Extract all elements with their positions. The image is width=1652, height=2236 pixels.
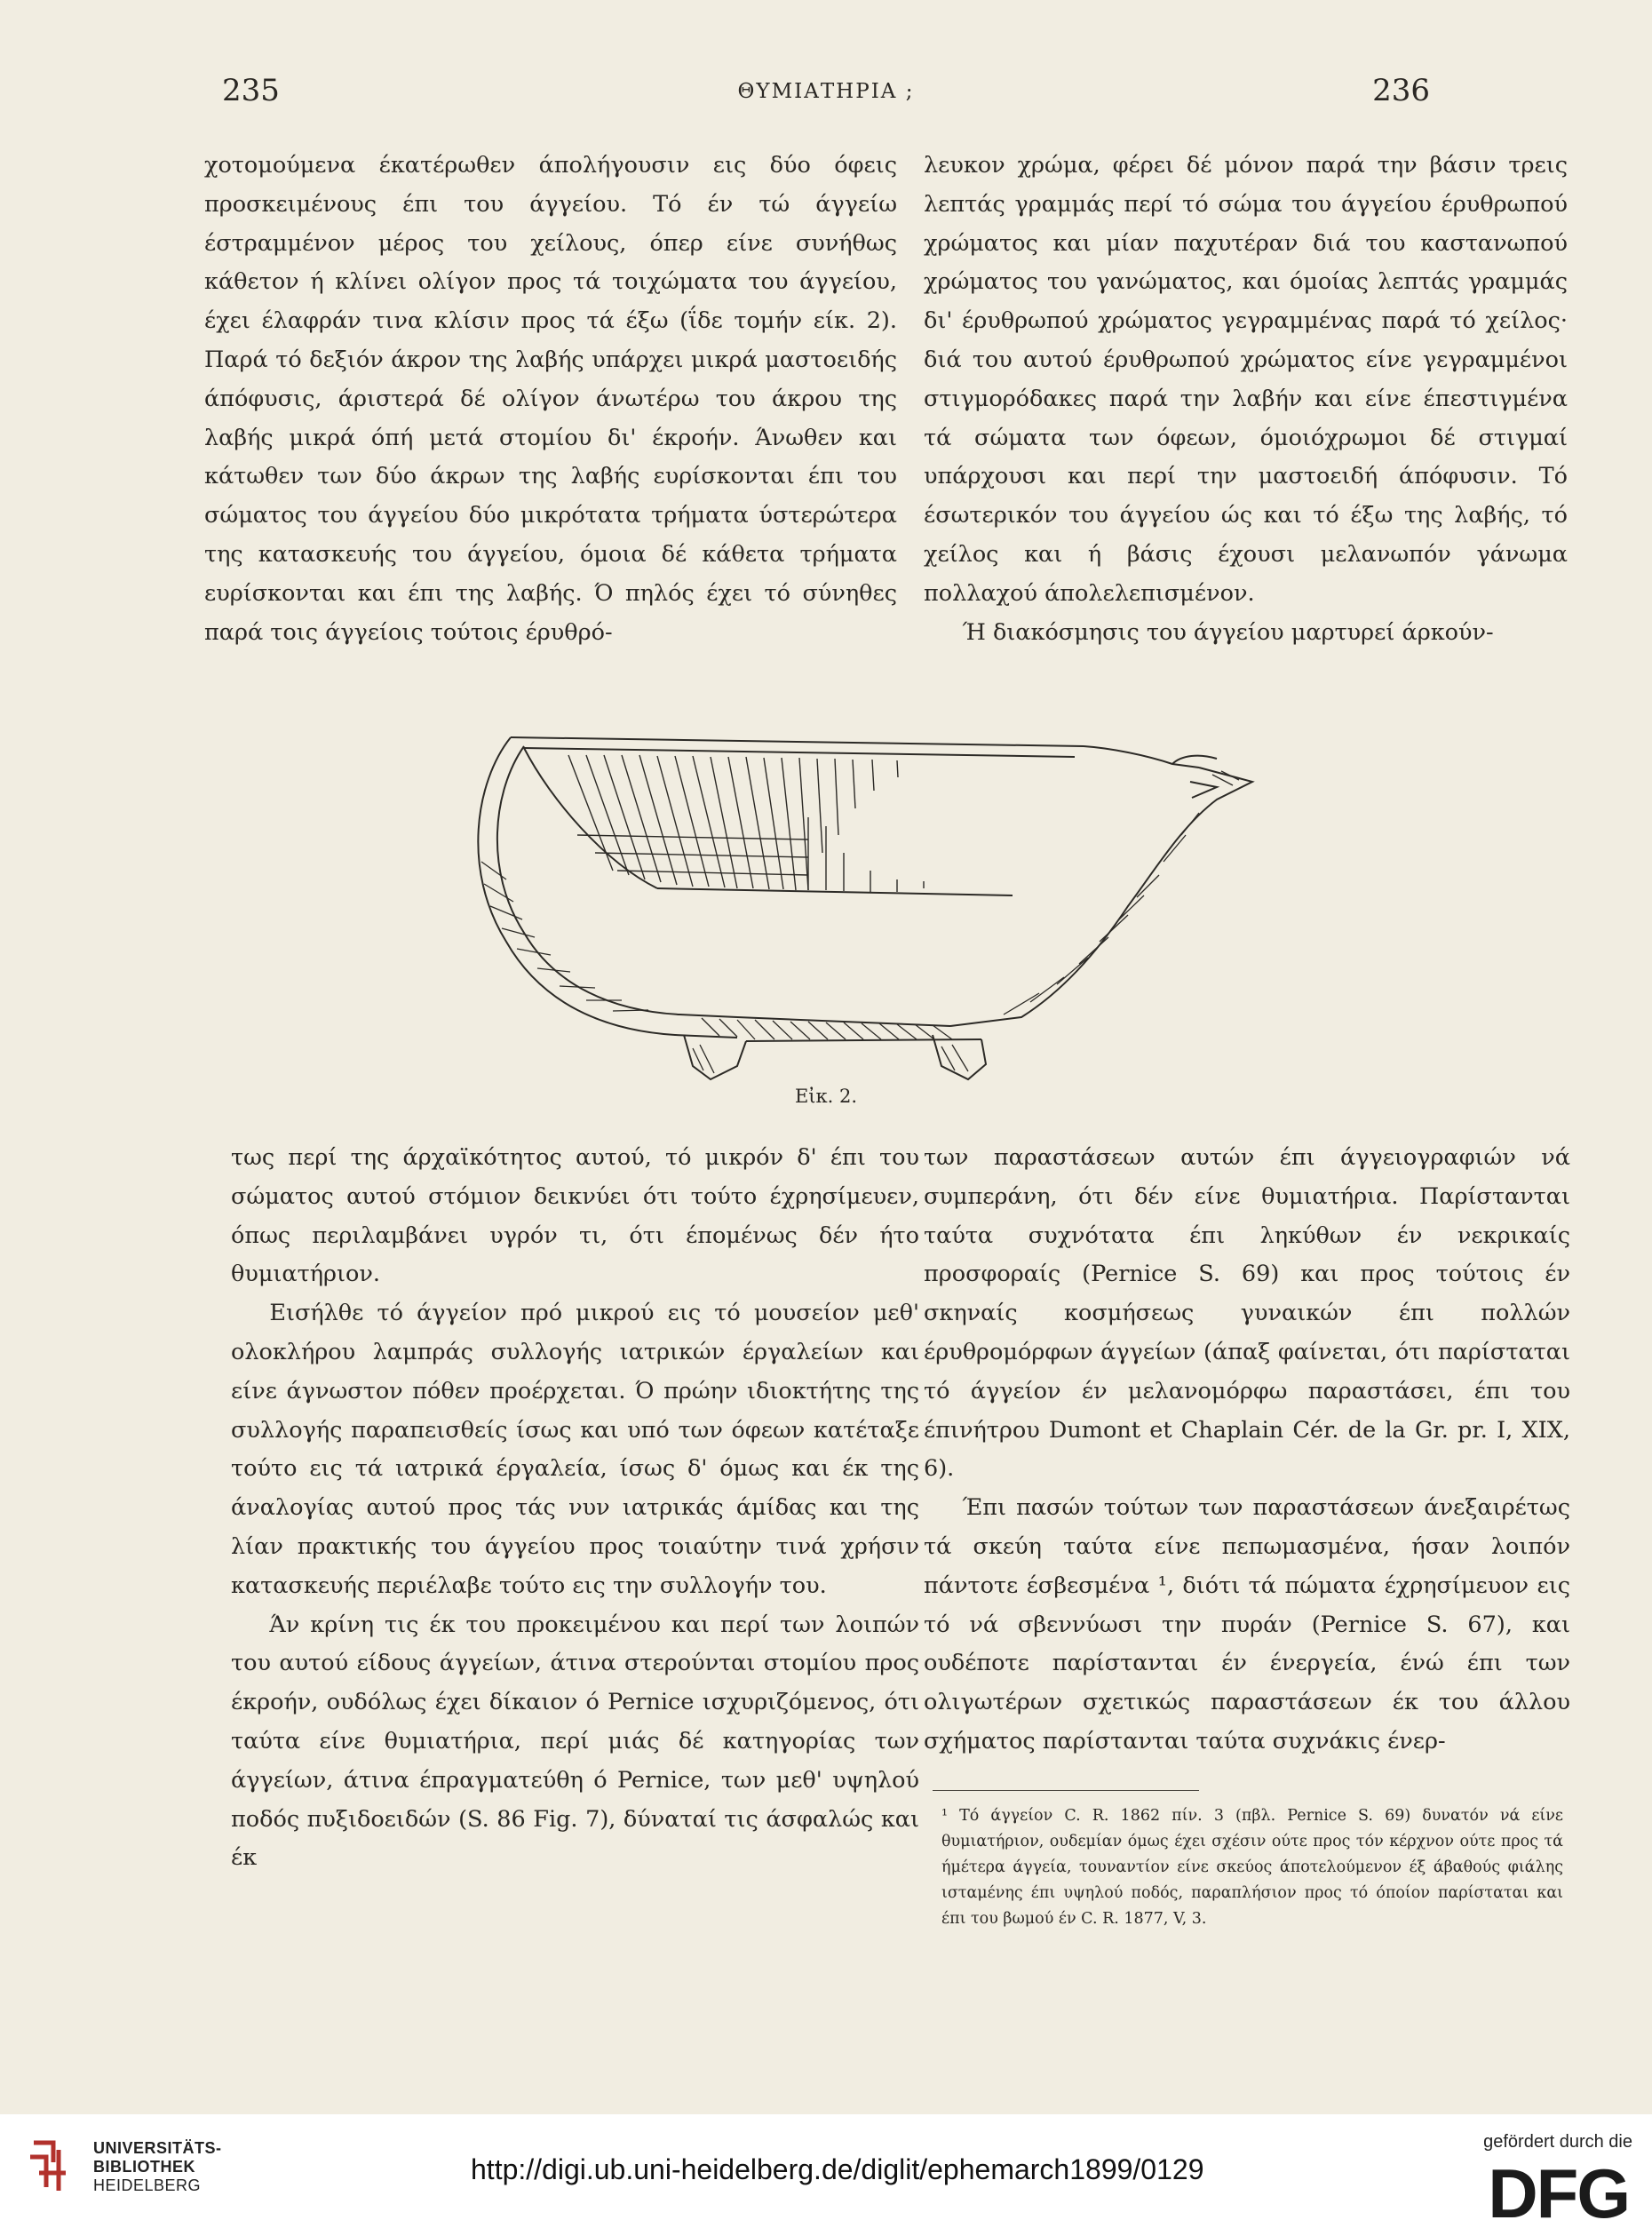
footnote-rule [933, 1790, 1199, 1791]
footnote: ¹ Τό άγγείον C. R. 1862 πίν. 3 (πβλ. Pernice S. 69) δυνατόν νά είνε θυμιατήριον, ουδεμίαν όμως έχει σχέσιν ούτε προς τόν κέρχνον ούτε προς τά ήμέτερα άγγεία, τουναντίον είνε σκεύος άποτελούμενον έξ άβαθούς φιάλης ισταμένης έπι υψηλού ποδός, παραπλήσιον προς τό όποίον παρίσταται και έπι του βωμού έν C. R. 1877, V, 3. [941, 1807, 1563, 1928]
page-number-left: 235 [222, 73, 280, 108]
paragraph: των παραστάσεων αυτών έπι άγγειογραφιών νά συμπεράνη, ότι δέν είνε θυμιατήρια. Παρίστανται ταύτα συχνότατα έπι ληκύθων έν νεκρικαίς προσφοραίς (Pernice S. 69) και προς τούτοις έν σκηναίς κοσμήσεως γυναικών έπι πολλών έρυθρομόρφων άγγείων (άπαξ φαίνεται, ότι παρίσταται τό άγγείον έν μελανομόρφω παραστάσει, έπι του έπινήτρου Dumont et Chaplain Cér. de la Gr. pr. I, XIX, 6). [924, 1144, 1570, 1483]
paragraph: Άν κρίνη τις έκ του προκειμένου και περί των λοιπών του αυτού είδους άγγείων, άτινα στερούνται στομίου προς έκροήν, ουδόλως έχει δίκαιον ό Pernice ισχυριζόμενος, ότι ταύτα είνε θυμιατήρια, περί μιάς δέ κατηγορίας των άγγείων, άτινα έπραγματεύθη ό Pernice, των μεθ' υψηλού ποδός πυξιδοειδών (S. 86 Fig. 7), δύναταί τις άσφαλώς και έκ [231, 1611, 919, 1872]
page-header [222, 73, 1430, 117]
column-top-right [924, 147, 1568, 652]
vessel-drawing [471, 728, 1359, 1093]
column-bottom-right [924, 1139, 1570, 1762]
running-title: ΘΥΜΙΑΤΗΡΙΑ ; [737, 80, 915, 103]
digitization-footer [0, 2114, 1652, 2236]
vessel-illustration [471, 728, 1359, 1093]
funded-by-label: gefördert durch die [1483, 2132, 1632, 2152]
university-library-logo-icon [27, 2134, 83, 2200]
library-line: BIBLIOTHEK [93, 2158, 195, 2176]
paragraph: χοτομούμενα έκατέρωθεν άπολήγουσιν εις δύο όφεις προσκειμένους έπι του άγγείου. Τό έν τώ άγγείω έστραμμένον μέρος του χείλους, όπερ είνε συνήθως κάθετον ή κλίνει ολίγον προς τά τοιχώματα του άγγείου, έχει έλαφράν τινα κλίσιν προς τά έξω (ΐδε τομήν είκ. 2). Παρά τό δεξιόν άκρον της λαβής υπάρχει μικρά μαστοειδής άπόφυσις, άριστερά δέ ολίγον άνωτέρω του άκρου της λαβής μικρά όπή μετά στομίου δι' έκροήν. Άνωθεν και κάτωθεν των δύο άκρων της λαβής ευρίσκονται έπι του σώματος του άγγείου δύο μικρότατα τρήματα ύστερώτερα της κατασκευής του άγγείου, όμοια δέ κάθετα τρήματα ευρίσκονται και έπι της λαβής. Ό πηλός έχει τό σύνηθες παρά τοις άγγείοις τούτοις έρυθρό- [204, 152, 897, 646]
paragraph: Ή διακόσμησις του άγγείου μαρτυρεί άρκούν- [962, 618, 1494, 646]
paragraph: τως περί της άρχαϊκότητος αυτού, τό μικρόν δ' έπι του σώματος αυτού στόμιον δεικνύει ότι τούτο έχρησίμευεν, όπως περιλαμβάνει υγρόν τι, ότι έπομένως δέν ήτο θυμιατήριον. [231, 1144, 919, 1288]
column-bottom-left [231, 1139, 919, 1878]
university-library-name [93, 2139, 222, 2195]
paragraph: λευκον χρώμα, φέρει δέ μόνον παρά την βάσιν τρεις λεπτάς γραμμάς περί τό σώμα του άγγείου έρυθρωπού χρώματος και μίαν παχυτέραν διά του καστανωπού χρώματος του γανώματος, και όμοίας λεπτάς γραμμάς δι' έρυθρωπού χρώματος γεγραμμένας παρά τό χείλος· διά του αυτού έρυθρωπού χρώματος είνε γεγραμμένοι στιγμορόδακες παρά την λαβήν και είνε έπεστιγμένα τά σώματα των όφεων, όμοιόχρωμοι δέ στιγμαί υπάρχουσι και περί την μαστοειδή άπόφυσιν. Τό έσωτερικόν του άγγείου ώς και τό έξω της λαβής, τό χείλος και ή βάσις έχουσι μελανωπόν γάνωμα πολλαχού άπολελεπισμένον. [924, 152, 1568, 607]
figure-caption: Εἰκ. 2. [794, 1086, 858, 1107]
library-line: UNIVERSITÄTS- [93, 2139, 222, 2157]
page-number-right: 236 [1372, 73, 1430, 108]
library-line: HEIDELBERG [93, 2176, 202, 2194]
paragraph: Εισήλθε τό άγγείον πρό μικρού εις τό μουσείον μεθ' ολοκλήρου λαμπράς συλλογής ιατρικών έργαλείων και είνε άγνωστον πόθεν προέρχεται. Ό πρώην ιδιοκτήτης της συλλογής παραπεισθείς ίσως και υπό των όφεων κατέταξε τούτο εις τά ιατρικά έργαλεία, ίσως δ' όμως και έκ της άναλογίας αυτού προς τάς νυν ιατρικάς άμίδας και της λίαν πρακτικής του άγγείου προς τοιαύτην τινά χρήσιν κατασκευής περιέλαβε τούτο εις την συλλογήν του. [231, 1300, 919, 1599]
dfg-logo: DFG [1488, 2154, 1629, 2232]
paragraph: Έπι πασών τούτων των παραστάσεων άνεξαιρέτως τά σκεύη ταύτα είνε πεπωμασμένα, ήσαν λοιπόν πάντοτε έσβεσμένα ¹, διότι τά πώματα έχρησίμευον εις τό νά σβεννύωσι την πυράν (Pernice S. 67), και ουδέποτε παρίστανται έν ένεργεία, ένώ έπι των ολιγωτέρων σχετικώς παραστάσεων έκ του άλλου σχήματος παρίστανται ταύτα συχνάκις ένερ- [924, 1494, 1570, 1755]
column-top-left [204, 147, 897, 652]
source-url-link[interactable]: http://digi.ub.uni-heidelberg.de/diglit/ephemarch1899/0129 [471, 2153, 1204, 2185]
